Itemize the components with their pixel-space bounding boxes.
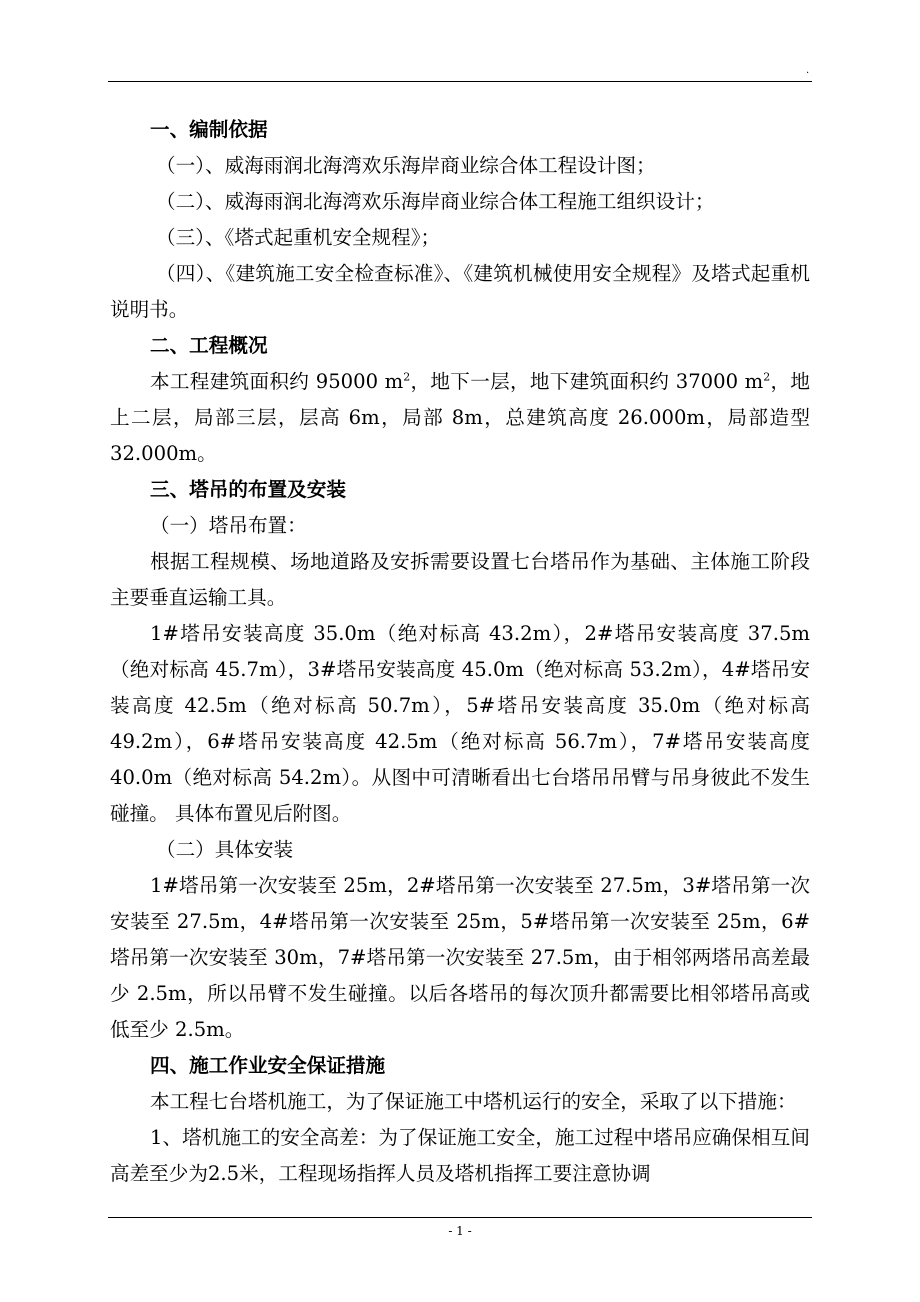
document-body: [110, 112, 810, 1192]
paragraph: 1#塔吊安装高度 35.0m（绝对标高 43.2m），2#塔吊安装高度 37.5m（绝对标高 45.7m），3#塔吊安装高度 45.0m（绝对标高 53.2m），4#塔吊安装高度 42.5m（绝对标高 50.7m），5#塔吊安装高度 35.0m（绝对标高 49.2m），6#塔吊安装高度 42.5m（绝对标高 56.7m），7#塔吊安装高度 40.0m（绝对标高 54.2m）。从图中可清晰看出七台塔吊吊臂与吊身彼此不发生碰撞。 具体布置见后附图。: [110, 622, 810, 825]
header-rule: [108, 81, 812, 82]
page-number: - 1 -: [448, 1224, 472, 1238]
section-heading: 三、塔吊的布置及安装: [150, 478, 346, 501]
paragraph: 根据工程规模、场地道路及安拆需要设置七台塔吊作为基础、主体施工阶段主要垂直运输工具。: [110, 550, 810, 609]
subsection-heading: （一）塔吊布置：: [150, 514, 307, 537]
overview-text-c: ，地上二层，局部三层，层高 6m，局部 8m，总建筑高度 26.000m，局部造型 32.000m。: [110, 370, 810, 465]
subsection-heading: （二）具体安装: [156, 838, 294, 861]
section-heading: 一、编制依据: [150, 118, 268, 141]
paragraph: 本工程七台塔机施工，为了保证施工中塔机运行的安全，采取了以下措施：: [150, 1090, 797, 1113]
overview-text-a: 本工程建筑面积约 95000 m: [150, 370, 404, 393]
section-heading: 二、工程概况: [150, 334, 268, 357]
superscript: 2: [403, 370, 411, 384]
basis-item: （一）、威海雨润北海湾欢乐海岸商业综合体工程设计图；: [156, 154, 656, 177]
header-mark: .: [806, 65, 810, 76]
overview-text-b: ，地下一层，地下建筑面积约 37000 m: [410, 370, 764, 393]
basis-item: （四）、《建筑施工安全检查标准》、《建筑机械使用安全规程》及塔式起重机说明书。: [110, 262, 810, 321]
superscript: 2: [763, 370, 771, 384]
basis-item: （三）、《塔式起重机安全规程》；: [156, 226, 441, 249]
section-heading: 四、施工作业安全保证措施: [150, 1054, 386, 1077]
basis-item: （二）、威海雨润北海湾欢乐海岸商业综合体工程施工组织设计；: [156, 190, 715, 213]
paragraph: 1、塔机施工的安全高差：为了保证施工安全，施工过程中塔吊应确保相互间高差至少为2.5米，工程现场指挥人员及塔机指挥工要注意协调: [110, 1126, 810, 1185]
overview-paragraph: [110, 364, 810, 472]
footer-rule: [108, 1217, 812, 1218]
paragraph: 1#塔吊第一次安装至 25m，2#塔吊第一次安装至 27.5m，3#塔吊第一次安装至 27.5m，4#塔吊第一次安装至 25m，5#塔吊第一次安装至 25m，6#塔吊第一次安装至 30m，7#塔吊第一次安装至 27.5m，由于相邻两塔吊高差最少 2.5m，所以吊臂不发生碰撞。以后各塔吊的每次顶升都需要比相邻塔吊高或低至少 2.5m。: [110, 874, 810, 1041]
